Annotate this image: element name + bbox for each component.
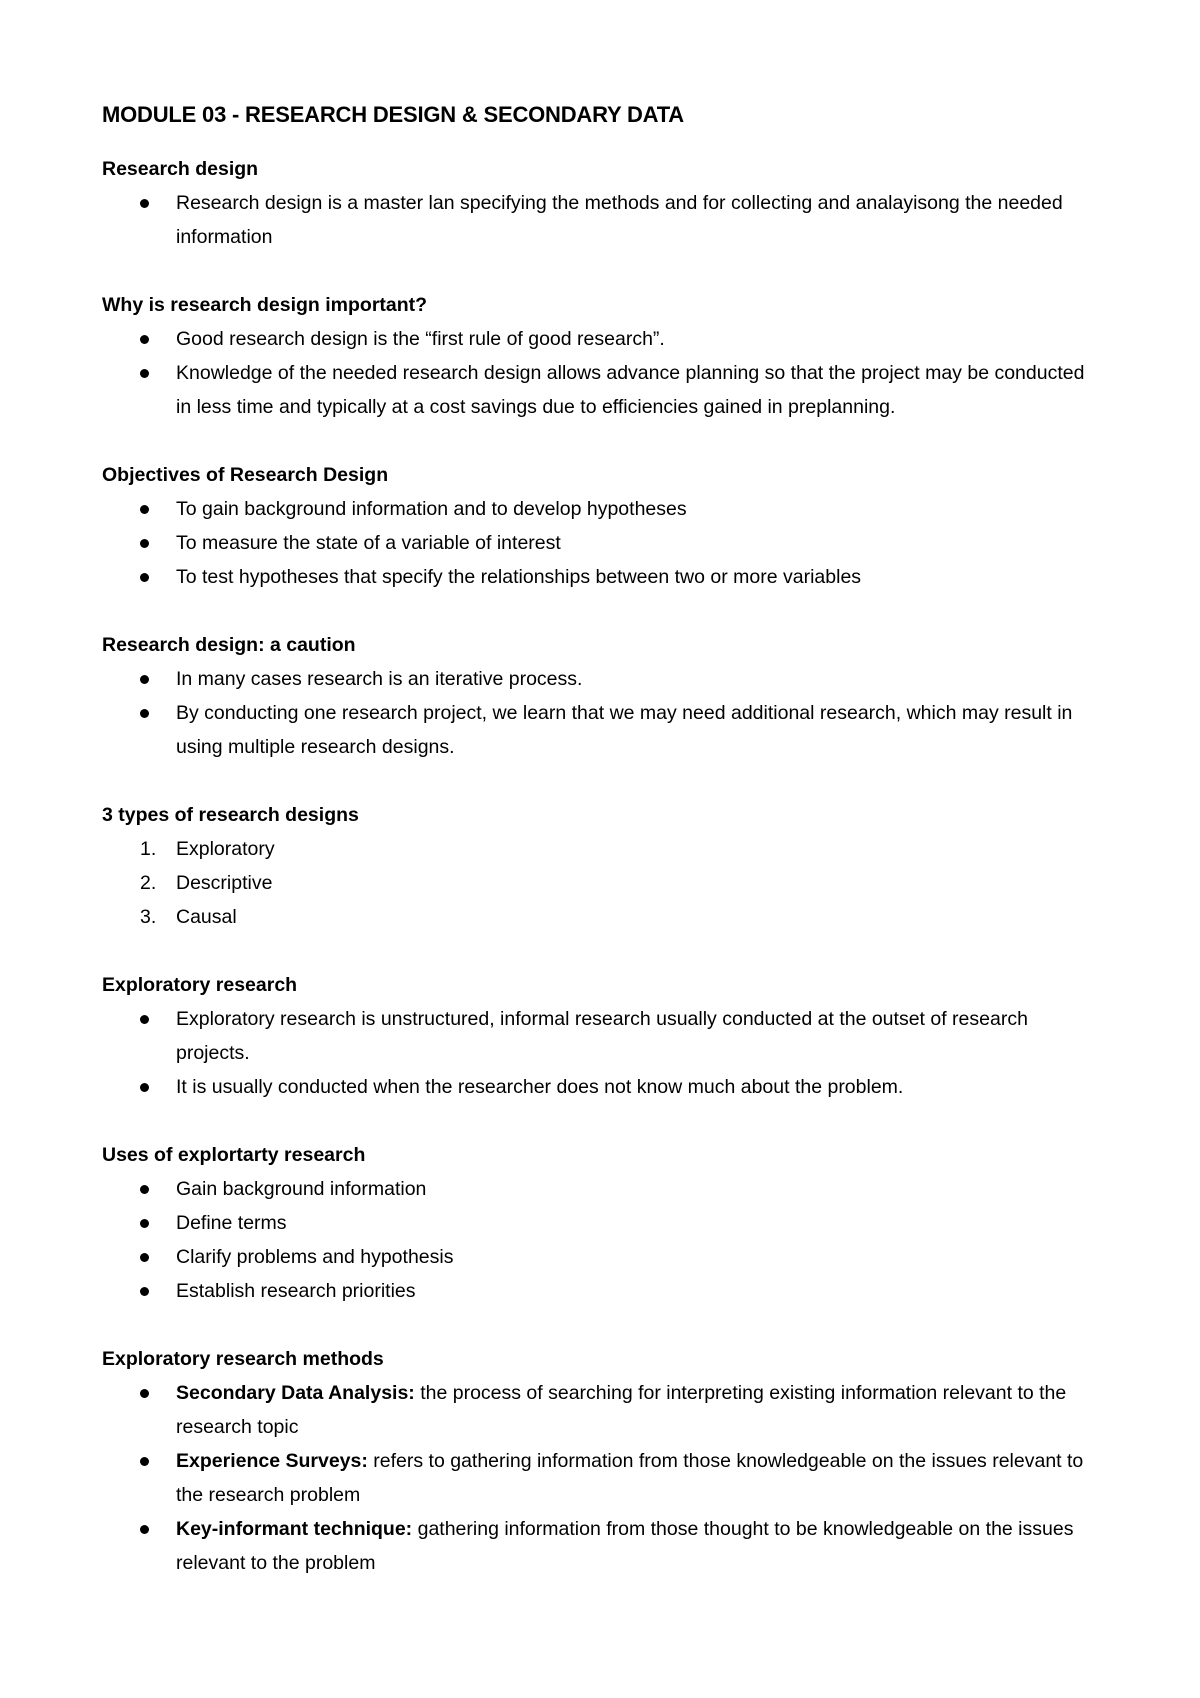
- list-item: [102, 1002, 1102, 1070]
- list-item-text: Causal: [176, 906, 237, 928]
- section-heading: Objectives of Research Design: [102, 464, 389, 486]
- list-item: [102, 866, 1102, 900]
- section-objectives: [102, 458, 1102, 594]
- section-heading: 3 types of research designs: [102, 804, 359, 826]
- list-item-text: It is usually conducted when the researcher does not know much about the problem.: [176, 1076, 904, 1098]
- section-heading: Research design: a caution: [102, 634, 356, 656]
- list-item: [102, 1206, 1102, 1240]
- bullet-icon: [140, 1389, 149, 1398]
- list-item-text: Knowledge of the needed research design allows advance planning so that the project may be conducted in less time and typically at a cost savings due to efficiencies gained in preplanning.: [176, 362, 1085, 418]
- section-heading: Research design: [102, 158, 259, 180]
- list-item: [102, 186, 1102, 254]
- list-item-text: Good research design is the “first rule of good research”.: [176, 328, 665, 350]
- list-item-text: Establish research priorities: [176, 1280, 416, 1302]
- list-item: [102, 322, 1102, 356]
- list-item-text: Exploratory: [176, 838, 275, 860]
- document-page: [102, 100, 1102, 1614]
- list-item-text: Research design is a master lan specifying the methods and for collecting and analayisong the needed information: [176, 192, 1063, 248]
- section-uses: [102, 1138, 1102, 1308]
- list-item-text: To measure the state of a variable of interest: [176, 532, 561, 554]
- bullet-icon: [140, 675, 149, 684]
- bullet-icon: [140, 1287, 149, 1296]
- section-why-important: [102, 288, 1102, 424]
- bullet-icon: [140, 573, 149, 582]
- term-definition: gathering information from those thought to be knowledgeable on the issues relevant to the problem: [176, 1518, 1074, 1574]
- list-item: [102, 1172, 1102, 1206]
- list-item: [102, 1070, 1102, 1104]
- list-item: [102, 1512, 1102, 1580]
- bullet-list: [102, 322, 1102, 424]
- list-number: 2.: [140, 872, 157, 894]
- bullet-icon: [140, 199, 149, 208]
- section-types: [102, 798, 1102, 934]
- list-item-text: To gain background information and to develop hypotheses: [176, 498, 687, 520]
- bullet-icon: [140, 1185, 149, 1194]
- list-number: 1.: [140, 838, 157, 860]
- list-item-text: To test hypotheses that specify the relationships between two or more variables: [176, 566, 862, 588]
- list-item: [102, 492, 1102, 526]
- bullet-list: [102, 662, 1102, 764]
- section-heading: Exploratory research methods: [102, 1348, 384, 1370]
- list-item: [102, 526, 1102, 560]
- term-label: Secondary Data Analysis:: [176, 1382, 415, 1404]
- bullet-icon: [140, 1219, 149, 1228]
- section-research-design: [102, 152, 1102, 254]
- bullet-list: [102, 492, 1102, 594]
- bullet-icon: [140, 709, 149, 718]
- section-caution: [102, 628, 1102, 764]
- document-title: MODULE 03 - RESEARCH DESIGN & SECONDARY DATA: [102, 102, 684, 127]
- section-heading: Why is research design important?: [102, 294, 428, 316]
- list-number: 3.: [140, 906, 157, 928]
- list-item: [102, 1240, 1102, 1274]
- list-item: [102, 900, 1102, 934]
- bullet-icon: [140, 1457, 149, 1466]
- bullet-icon: [140, 1253, 149, 1262]
- term-label: Key-informant technique:: [176, 1518, 413, 1540]
- section-heading: Exploratory research: [102, 974, 298, 996]
- bullet-icon: [140, 335, 149, 344]
- section-methods: [102, 1342, 1102, 1580]
- list-item-text: Define terms: [176, 1212, 287, 1234]
- bullet-list: [102, 1376, 1102, 1580]
- bullet-icon: [140, 369, 149, 378]
- list-item: [102, 662, 1102, 696]
- list-item-text: Clarify problems and hypothesis: [176, 1246, 454, 1268]
- list-item: [102, 1274, 1102, 1308]
- list-item: [102, 356, 1102, 424]
- list-item-text: In many cases research is an iterative process.: [176, 668, 583, 690]
- list-item-text: By conducting one research project, we learn that we may need additional research, which may result in using multiple research designs.: [176, 702, 1073, 758]
- term-label: Experience Surveys:: [176, 1450, 368, 1472]
- bullet-list: [102, 1172, 1102, 1308]
- numbered-list: [102, 832, 1102, 934]
- list-item: [102, 1444, 1102, 1512]
- list-item: [102, 696, 1102, 764]
- bullet-icon: [140, 1525, 149, 1534]
- list-item-text: Descriptive: [176, 872, 273, 894]
- list-item: [102, 560, 1102, 594]
- section-exploratory: [102, 968, 1102, 1104]
- section-heading: Uses of explortarty research: [102, 1144, 366, 1166]
- bullet-icon: [140, 505, 149, 514]
- bullet-icon: [140, 1015, 149, 1024]
- bullet-list: [102, 1002, 1102, 1104]
- bullet-icon: [140, 539, 149, 548]
- term-definition: refers to gathering information from those knowledgeable on the issues relevant to the research problem: [176, 1450, 1084, 1506]
- list-item: [102, 1376, 1102, 1444]
- list-item: [102, 832, 1102, 866]
- list-item-text: Exploratory research is unstructured, informal research usually conducted at the outset of research projects.: [176, 1008, 1028, 1064]
- bullet-icon: [140, 1083, 149, 1092]
- list-item-text: Gain background information: [176, 1178, 427, 1200]
- term-definition: the process of searching for interpreting existing information relevant to the research topic: [176, 1382, 1067, 1438]
- bullet-list: [102, 186, 1102, 254]
